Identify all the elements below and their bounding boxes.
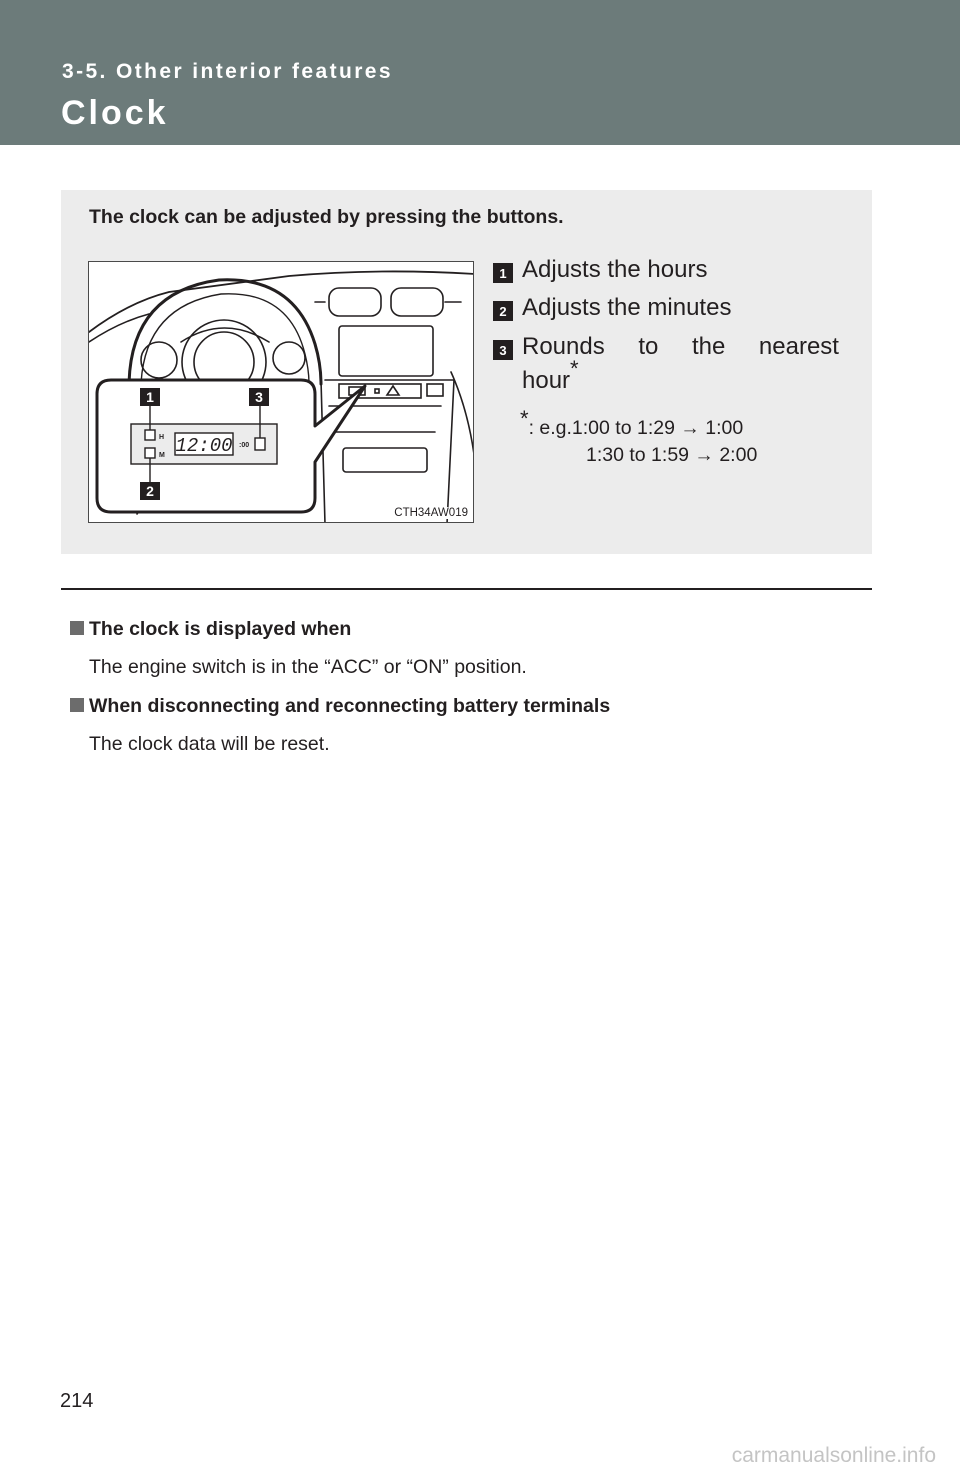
button-m-label: M [159,452,165,459]
legend-word: nearest [758,333,839,360]
legend-text-round-line2 [522,356,579,395]
footnote-text-2: 1:30 to 1:59 → 2:00 [586,444,758,466]
square-bullet-icon [70,698,84,712]
callout-number-1: 1 [146,389,154,405]
legend-word: hour [522,367,571,394]
section-divider [61,588,872,590]
dashboard-illustration [88,261,474,523]
round-button-label: :00 [239,442,250,449]
dashboard-drawing [89,262,474,523]
note-body-battery: The clock data will be reset. [89,733,330,755]
legend-badge-2: 2 [493,301,513,321]
footnote-asterisk: * [520,406,529,431]
note-heading-text: The clock is displayed when [89,618,352,640]
watermark: carmanualsonline.info [731,1444,936,1467]
figure-code: CTH34AW019 [394,507,468,519]
legend-badge-1: 1 [493,263,513,283]
legend-word: the [691,333,726,360]
footnote-line-2 [586,444,757,467]
intro-text: The clock can be adjusted by pressing the buttons. [89,206,564,228]
section-label: 3-5. Other interior features [62,60,393,83]
note-heading-text: When disconnecting and reconnecting battery terminals [89,695,611,717]
note-heading-displayed [70,618,351,641]
legend-text-minutes: Adjusts the minutes [522,294,732,321]
callout-number-3: 3 [255,389,263,405]
note-body-displayed: The engine switch is in the “ACC” or “ON” position. [89,656,527,678]
square-bullet-icon [70,621,84,635]
page-number: 214 [60,1390,94,1412]
clock-display-time: 12:00 [175,435,233,457]
legend-word: Rounds [522,333,605,360]
callout-number-2: 2 [146,483,154,499]
info-box [61,190,872,554]
legend-badge-3: 3 [493,340,513,360]
note-heading-battery [70,695,610,718]
legend-word: to [638,333,659,360]
asterisk-mark: * [570,356,579,381]
page-title: Clock [61,94,169,132]
footnote-line-1 [520,406,744,440]
button-h-label: H [159,434,165,441]
footnote-text-1: : e.g.1:00 to 1:29 → 1:00 [528,417,744,439]
legend-text-hours: Adjusts the hours [522,256,708,283]
